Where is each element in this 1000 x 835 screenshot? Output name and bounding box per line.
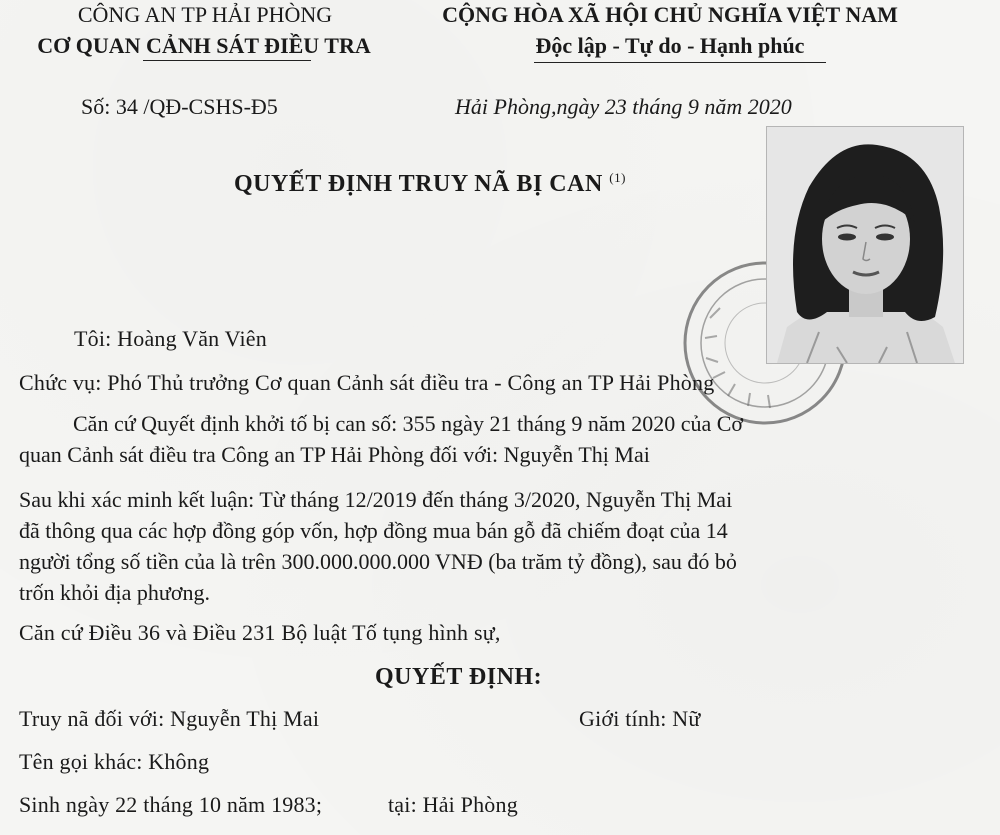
conclusion-line-4: trốn khỏi địa phương.	[19, 580, 210, 605]
document-title-text: QUYẾT ĐỊNH TRUY NÃ BỊ CAN	[234, 171, 603, 197]
birth-date: Sinh ngày 22 tháng 10 năm 1983;	[19, 792, 323, 817]
legal-basis: Căn cứ Điều 36 và Điều 231 Bộ luật Tố tụng hình sự,	[19, 620, 501, 645]
document-title	[234, 170, 626, 198]
basis-line-2: quan Cảnh sát điều tra Công an TP Hải Phòng đối với: Nguyễn Thị Mai	[19, 442, 650, 467]
alias: Tên gọi khác: Không	[19, 749, 210, 774]
agency-name: CÔNG AN TP HẢI PHÒNG	[77, 2, 333, 27]
agency-underline	[143, 60, 311, 61]
place-date: Hải Phòng,ngày 23 tháng 9 năm 2020	[455, 94, 792, 119]
issuer-position: Chức vụ: Phó Thủ trưởng Cơ quan Cảnh sát điều tra - Công an TP Hải Phòng	[19, 370, 715, 395]
republic-name: CỘNG HÒA XÃ HỘI CHỦ NGHĨA VIỆT NAM	[442, 2, 898, 27]
agency-department: CƠ QUAN CẢNH SÁT ĐIỀU TRA	[37, 33, 371, 58]
conclusion-paragraph	[19, 484, 737, 608]
conclusion-line-2: đã thông qua các hợp đồng góp vốn, hợp đồng mua bán gỗ đã chiếm đoạt của 14	[19, 518, 728, 543]
suspect-photo	[766, 126, 964, 364]
title-footnote: (1)	[609, 170, 626, 185]
wanted-person: Truy nã đối với: Nguyễn Thị Mai	[19, 706, 320, 731]
gender: Giới tính: Nữ	[579, 706, 701, 731]
document-number: Số: 34 /QĐ-CSHS-Đ5	[81, 94, 278, 119]
conclusion-line-3: người tổng số tiền của là trên 300.000.000.000 VNĐ (ba trăm tỷ đồng), sau đó bỏ	[19, 549, 737, 574]
birth-place: tại: Hải Phòng	[388, 792, 518, 817]
basis-line-1: Căn cứ Quyết định khởi tố bị can số: 355 ngày 21 tháng 9 năm 2020 của Cơ	[73, 411, 744, 436]
issuer-name: Tôi: Hoàng Văn Viên	[74, 326, 267, 351]
decision-heading: QUYẾT ĐỊNH:	[375, 664, 543, 690]
conclusion-line-1: Sau khi xác minh kết luận: Từ tháng 12/2019 đến tháng 3/2020, Nguyễn Thị Mai	[19, 487, 733, 512]
basis-paragraph	[19, 408, 743, 470]
national-motto: Độc lập - Tự do - Hạnh phúc	[535, 33, 805, 58]
portrait-image	[767, 127, 963, 363]
motto-underline	[534, 62, 826, 63]
